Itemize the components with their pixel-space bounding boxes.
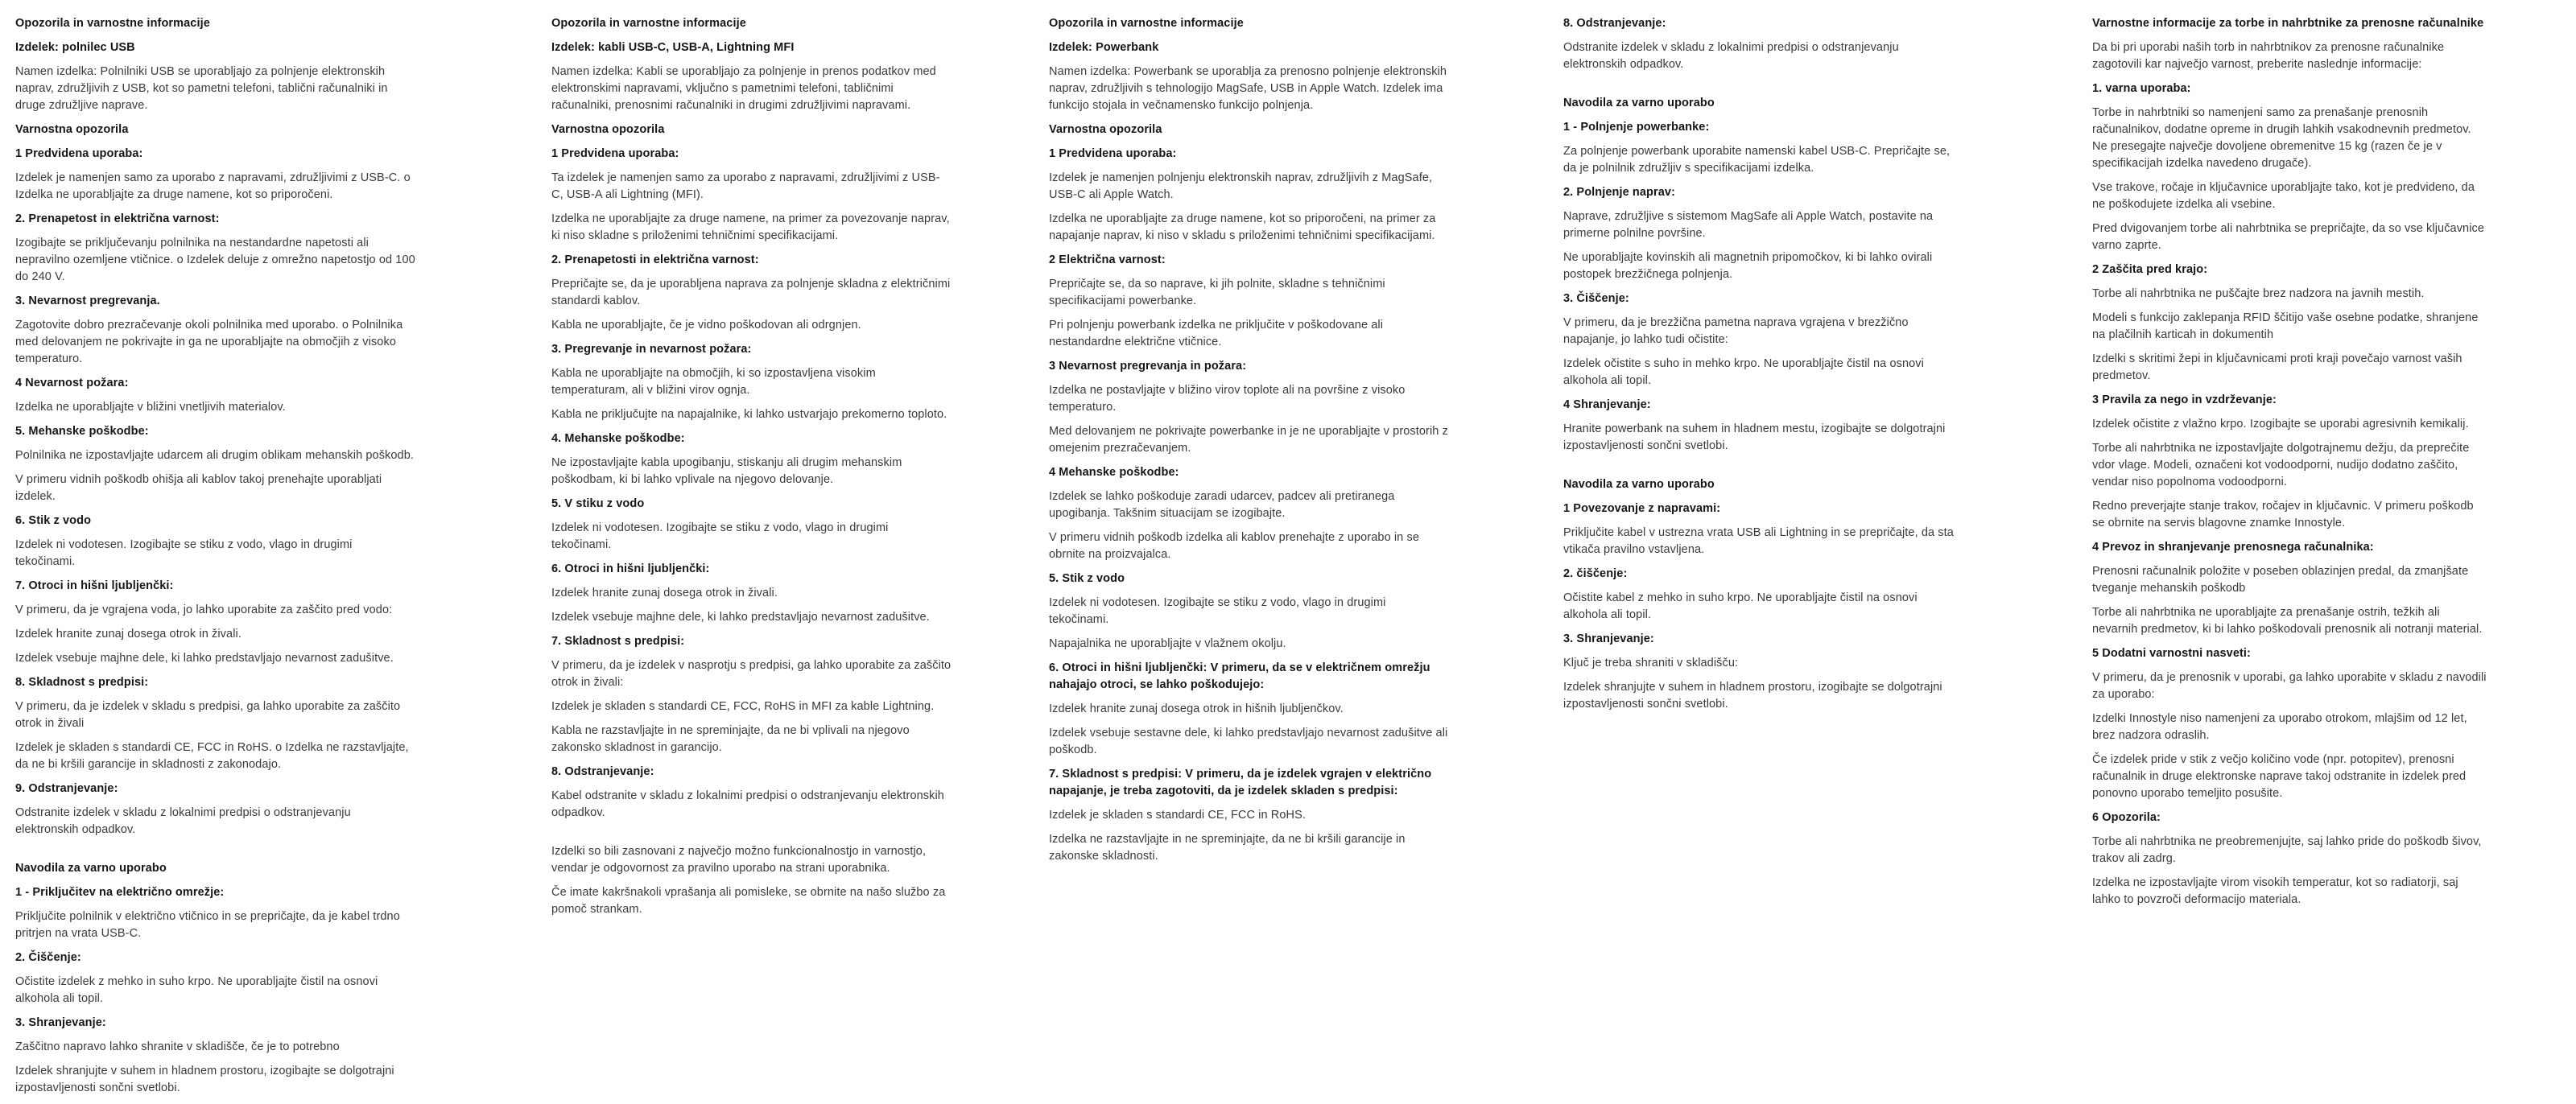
paragraph: V primeru, da je brezžična pametna naprava vgrajena v brezžično napajanje, jo lahko tudi očistite: — [1563, 316, 1909, 346]
paragraph: Kabla ne priključujte na napajalnike, ki lahko ustvarjajo prekomerno toploto. — [551, 408, 947, 421]
section-spacer — [1563, 462, 1963, 476]
paragraph: Izdelek očistite z vlažno krpo. Izogibajte se uporabi agresivnih kemikalij. — [2092, 418, 2469, 430]
paragraph: Izdelki so bili zasnovani z največjo možno funkcionalnostjo in varnostjo, vendar je odgovornost za pravilno uporabo na strani uporabnika. — [551, 845, 927, 875]
paragraph: Izdelek hranite zunaj dosega otrok in hišnih ljubljenčkov. — [1049, 702, 1344, 715]
paragraph: Da bi pri uporabi naših torb in nahrbtnikov za prenosne računalnike zagotovili kar največjo varnost, preberite naslednje informacije: — [2092, 41, 2445, 71]
paragraph: Kabla ne razstavljajte in ne spreminjajte, da ne bi vplivali na njegovo zakonsko skladnost in garancijo. — [551, 724, 910, 754]
section-heading: 3. Shranjevanje: — [1563, 632, 1654, 645]
section-heading: Opozorila in varnostne informacije — [551, 17, 746, 30]
paragraph: Izdelek očistite s suho in mehko krpo. Ne uporabljajte čistil na osnovi alkohola ali topil. — [1563, 357, 1924, 387]
section-heading: 3 Pravila za nego in vzdrževanje: — [2092, 393, 2277, 406]
paragraph: Kabla ne uporabljajte na območjih, ki so izpostavljena visokim temperaturam, ali v bližini virov ognja. — [551, 367, 876, 397]
section-heading: 3. Shranjevanje: — [15, 1016, 106, 1029]
section-heading: Izdelek: kabli USB-C, USB-A, Lightning MFI — [551, 41, 795, 54]
section-heading: 1 Predvidena uporaba: — [551, 147, 679, 160]
paragraph: Izdelek ni vodotesen. Izogibajte se stiku z vodo, vlago in drugimi tekočinami. — [15, 538, 353, 568]
paragraph: Ključ je treba shraniti v skladišču: — [1563, 657, 1739, 669]
paragraph: Izdelek ni vodotesen. Izogibajte se stiku z vodo, vlago in drugimi tekočinami. — [1049, 596, 1386, 626]
paragraph: Torbe ali nahrbtnika ne preobremenjujte, saj lahko pride do poškodb šivov, trakov ali zadrg. — [2092, 835, 2482, 865]
paragraph: Pred dvigovanjem torbe ali nahrbtnika se prepričajte, da so vse ključavnice varno zaprte. — [2092, 222, 2485, 252]
section-heading: Varnostna opozorila — [15, 123, 129, 136]
section-heading: 3. Čiščenje: — [1563, 292, 1629, 305]
paragraph: V primeru, da je izdelek v nasprotju s predpisi, ga lahko uporabite za zaščito otrok in živali: — [551, 659, 952, 689]
paragraph: Izdelka ne razstavljajte in ne spreminjajte, da ne bi kršili garancije in zakonske skladnosti. — [1049, 833, 1406, 863]
section-heading: 4 Shranjevanje: — [1563, 398, 1651, 411]
section-heading: 4 Prevoz in shranjevanje prenosnega računalnika: — [2092, 541, 2374, 554]
paragraph: Torbe ali nahrbtnika ne izpostavljajte dolgotrajnemu dežju, da preprečite vdor vlage. Modeli, označeni kot vodoodporni, nudijo dodatno zaščito, vendar niso popolnoma vodoodporni. — [2092, 442, 2470, 488]
section-heading: 5. V stiku z vodo — [551, 497, 645, 510]
paragraph: Izdelka ne uporabljajte v bližini vnetljivih materialov. — [15, 401, 286, 414]
paragraph: Ta izdelek je namenjen samo za uporabo z napravami, združljivimi z USB-C, USB-A ali Lightning (MFI). — [551, 171, 940, 201]
section-heading: 2 Električna varnost: — [1049, 253, 1166, 266]
section-heading: 6. Stik z vodo — [15, 514, 92, 527]
paragraph: Naprave, združljive s sistemom MagSafe ali Apple Watch, postavite na primerne polnilne površine. — [1563, 210, 1934, 240]
paragraph: Vse trakove, ročaje in ključavnice uporabljajte tako, kot je predvideno, da ne poškodujete izdelka ali vsebine. — [2092, 181, 2475, 211]
paragraph: V primeru, da je prenosnik v uporabi, ga lahko uporabite v skladu z navodili za uporabo: — [2092, 671, 2487, 701]
paragraph: Izdelek se lahko poškoduje zaradi udarcev, padcev ali pretiranega upogibanja. Takšnim situacijam se izogibajte. — [1049, 490, 1395, 520]
paragraph: Priključite polnilnik v električno vtičnico in se prepričajte, da je kabel trdno pritrjen na vrata USB-C. — [15, 910, 400, 940]
section-heading: 8. Odstranjevanje: — [551, 765, 654, 778]
paragraph: Prenosni računalnik položite v poseben oblazinjen predal, da zmanjšate tveganje mehanskih poškodb — [2092, 565, 2469, 595]
paragraph: V primeru, da je vgrajena voda, jo lahko uporabite za zaščito pred vodo: — [15, 603, 393, 616]
section-heading: 6. Otroci in hišni ljubljenčki: — [551, 562, 710, 575]
section-heading: 3. Pregrevanje in nevarnost požara: — [551, 343, 752, 356]
section-heading: 9. Odstranjevanje: — [15, 782, 118, 795]
paragraph: Napajalnika ne uporabljajte v vlažnem okolju. — [1049, 637, 1286, 650]
paragraph: Izdelek ni vodotesen. Izogibajte se stiku z vodo, vlago in drugimi tekočinami. — [551, 521, 889, 551]
section-heading: 4. Mehanske poškodbe: — [551, 432, 685, 445]
paragraph: Izdelki s skritimi žepi in ključavnicami proti kraji povečajo varnost vaših predmetov. — [2092, 352, 2462, 382]
paragraph: Odstranite izdelek v skladu z lokalnimi predpisi o odstranjevanju elektronskih odpadkov. — [1563, 41, 1899, 71]
section-heading: 1. varna uporaba: — [2092, 82, 2191, 95]
paragraph: Izdelek hranite zunaj dosega otrok in živali. — [15, 628, 242, 641]
section-heading: 4 Nevarnost požara: — [15, 377, 129, 389]
paragraph: Torbe ali nahrbtnika ne uporabljajte za prenašanje ostrih, težkih ali nevarnih predmetov, ki bi lahko poškodovali prenosnik ali notranji material. — [2092, 606, 2483, 636]
section-heading: 5. Mehanske poškodbe: — [15, 425, 149, 438]
section-heading: 2. Čiščenje: — [15, 951, 81, 964]
paragraph: Izdelek shranjujte v suhem in hladnem prostoru, izogibajte se dolgotrajni izpostavljenosti sončni svetlobi. — [1563, 681, 1942, 711]
section-heading: 1 Povezovanje z napravami: — [1563, 502, 1721, 515]
section-heading: Varnostna opozorila — [551, 123, 665, 136]
paragraph: Ne uporabljajte kovinskih ali magnetnih pripomočkov, ki bi lahko ovirali postopek brezžičnega polnjenja. — [1563, 251, 1933, 281]
paragraph: Izdelka ne uporabljajte za druge namene, na primer za povezovanje naprav, ki niso skladne s priloženimi tehničnimi specifikacijami. — [551, 212, 950, 242]
paragraph: Izdelek vsebuje majhne dele, ki lahko predstavljajo nevarnost zadušitve. — [15, 652, 394, 665]
paragraph: Izogibajte se priključevanju polnilnika na nestandardne napetosti ali nepravilno ozemljene vtičnice. o Izdelek deluje z omrežno napetostjo od 100 do 240 V. — [15, 237, 415, 283]
paragraph: Kabel odstranite v skladu z lokalnimi predpisi o odstranjevanju elektronskih odpadkov. — [551, 789, 944, 819]
section-spacer — [551, 829, 952, 843]
paragraph: Redno preverjajte stanje trakov, ročajev in ključavnic. V primeru poškodb se obrnite na servis blagovne znamke Innostyle. — [2092, 500, 2474, 529]
section-heading: Varnostna opozorila — [1049, 123, 1162, 136]
column-powerbank — [1049, 15, 1449, 872]
paragraph: Če izdelek pride v stik z večjo količino vode (npr. potopitev), prenosni računalnik in druge elektronske naprave takoj odstranite in izdelek pred ponovno uporabo temeljito posušite. — [2092, 753, 2467, 800]
section-heading: 7. Skladnost s predpisi: — [551, 635, 685, 648]
paragraph: Izdelka ne postavljajte v bližino virov toplote ali na površine z visoko temperaturo. — [1049, 384, 1406, 414]
section-heading: 2 Zaščita pred krajo: — [2092, 263, 2208, 276]
paragraph: Hranite powerbank na suhem in hladnem mestu, izogibajte se dolgotrajni izpostavljenosti sončni svetlobi. — [1563, 422, 1946, 452]
paragraph: Izdelek shranjujte v suhem in hladnem prostoru, izogibajte se dolgotrajni izpostavljenosti sončni svetlobi. — [15, 1065, 394, 1094]
paragraph: Izdelka ne izpostavljajte virom visokih temperatur, kot so radiatorji, saj lahko to povzroči deformacijo materiala. — [2092, 876, 2458, 906]
section-heading: 6. Otroci in hišni ljubljenčki: V primeru, da se v električnem omrežju nahajajo otroci, se lahko poškodujejo: — [1049, 661, 1430, 691]
paragraph: Izdelek je skladen s standardi CE, FCC in RoHS. — [1049, 809, 1306, 822]
paragraph: V primeru vidnih poškodb ohišja ali kablov takoj prenehajte uporabljati izdelek. — [15, 473, 382, 503]
column-laptop-bags — [2092, 15, 2487, 916]
section-heading: Izdelek: Powerbank — [1049, 41, 1159, 54]
section-heading: 8. Odstranjevanje: — [1563, 17, 1666, 30]
paragraph: Izdelek vsebuje majhne dele, ki lahko predstavljajo nevarnost zadušitve. — [551, 611, 930, 624]
paragraph: V primeru, da je izdelek v skladu s predpisi, ga lahko uporabite za zaščito otrok in živali — [15, 700, 401, 730]
section-heading: 3. Nevarnost pregrevanja. — [15, 295, 160, 307]
paragraph: Izdelka ne uporabljajte za druge namene, kot so priporočeni, na primer za napajanje naprav, ki niso v skladu s priloženimi tehničnimi specifikacijami. — [1049, 212, 1436, 242]
paragraph: Zagotovite dobro prezračevanje okoli polnilnika med uporabo. o Polnilnika med delovanjem ne pokrivajte in ga ne uporabljajte na območjih z visoko temperaturo. — [15, 319, 403, 365]
section-heading: Opozorila in varnostne informacije — [1049, 17, 1244, 30]
section-heading: 3 Nevarnost pregrevanja in požara: — [1049, 360, 1247, 373]
paragraph: Prepričajte se, da so naprave, ki jih polnite, skladne s tehničnimi specifikacijami powerbanke. — [1049, 278, 1385, 307]
paragraph: Polnilnika ne izpostavljajte udarcem ali drugim oblikam mehanskih poškodb. — [15, 449, 415, 462]
paragraph: Izdelek je namenjen polnjenju elektronskih naprav, združljivih z MagSafe, USB-C ali Apple Watch. — [1049, 171, 1433, 201]
paragraph: V primeru vidnih poškodb izdelka ali kablov prenehajte z uporabo in se obrnite na proizvajalca. — [1049, 531, 1419, 561]
paragraph: Izdelek vsebuje sestavne dele, ki lahko predstavljajo nevarnost zadušitve ali poškodb. — [1049, 727, 1448, 756]
section-heading: 2. Polnjenje naprav: — [1563, 186, 1675, 199]
paragraph: Če imate kakršnakoli vprašanja ali pomisleke, se obrnite na našo službo za pomoč strankam. — [551, 886, 946, 916]
paragraph: Očistite kabel z mehko in suho krpo. Ne uporabljajte čistil na osnovi alkohola ali topil. — [1563, 591, 1918, 621]
section-heading: 7. Skladnost s predpisi: V primeru, da je izdelek vgrajen v električno napajanje, je treba zagotoviti, da je izdelek skladen s predpisi: — [1049, 768, 1432, 797]
paragraph: Očistite izdelek z mehko in suho krpo. Ne uporabljajte čistil na osnovi alkohola ali topil. — [15, 975, 378, 1005]
paragraph: Priključite kabel v ustrezna vrata USB ali Lightning in se prepričajte, da sta vtikača pravilno vstavljena. — [1563, 526, 1954, 556]
section-heading: 1 Predvidena uporaba: — [15, 147, 143, 160]
section-heading: 4 Mehanske poškodbe: — [1049, 466, 1179, 479]
paragraph: Namen izdelka: Polnilniki USB se uporabljajo za polnjenje elektronskih naprav, združljivih z USB, kot so pametni telefoni, tablični računalniki in druge združljive naprave. — [15, 65, 388, 112]
paragraph: Modeli s funkcijo zaklepanja RFID ščitijo vaše osebne podatke, shranjene na plačilnih karticah in dokumentih — [2092, 311, 2479, 341]
paragraph: Izdelki Innostyle niso namenjeni za uporabo otrokom, mlajšim od 12 let, brez nadzora odraslih. — [2092, 712, 2467, 742]
paragraph: Kabla ne uporabljajte, če je vidno poškodovan ali odrgnjen. — [551, 319, 861, 332]
section-heading: 1 Predvidena uporaba: — [1049, 147, 1177, 160]
section-heading: 2. Prenapetost in električna varnost: — [15, 212, 220, 225]
paragraph: Med delovanjem ne pokrivajte powerbanke in je ne uporabljajte v prostorih z omejenim prezračevanjem. — [1049, 425, 1448, 455]
section-heading: 7. Otroci in hišni ljubljenčki: — [15, 579, 174, 592]
paragraph: Izdelek je skladen s standardi CE, FCC, RoHS in MFI za kable Lightning. — [551, 700, 935, 713]
section-heading: 1 - Priključitev na električno omrežje: — [15, 886, 225, 899]
section-spacer — [15, 846, 415, 860]
section-heading: Navodila za varno uporabo — [1563, 97, 1715, 109]
paragraph: Izdelek je skladen s standardi CE, FCC in RoHS. o Izdelka ne razstavljajte, da ne bi kršili garancije in skladnosti z zakonodajo. — [15, 741, 409, 771]
section-heading: 6 Opozorila: — [2092, 811, 2161, 824]
column-usb-charger — [15, 15, 415, 1104]
paragraph: Pri polnjenju powerbank izdelka ne priključite v poškodovane ali nestandardne električne vtičnice. — [1049, 319, 1384, 348]
paragraph: Prepričajte se, da je uporabljena naprava za polnjenje skladna z električnimi standardi kablov. — [551, 278, 951, 307]
paragraph: Torbe in nahrbtniki so namenjeni samo za prenašanje prenosnih računalnikov, dodatne opreme in drugih lahkih vsakodnevnih predmetov. Ne presegajte največje dovoljene obremenitve 15 kg (razen če je v specifikacijah izdelka navedeno drugače). — [2092, 106, 2471, 170]
paragraph: Za polnjenje powerbank uporabite namenski kabel USB-C. Prepričajte se, da je polnilnik združljiv s specifikacijami izdelka. — [1563, 145, 1951, 175]
paragraph: Namen izdelka: Kabli se uporabljajo za polnjenje in prenos podatkov med elektronskimi napravami, vključno s pametnimi telefoni, tabličnimi računalniki, prenosnimi računalniki in drugimi združljivimi napravami. — [551, 65, 936, 112]
section-heading: 2. Prenapetosti in električna varnost: — [551, 253, 759, 266]
section-heading: 5 Dodatni varnostni nasveti: — [2092, 647, 2251, 660]
section-heading: Navodila za varno uporabo — [15, 862, 167, 875]
paragraph: Namen izdelka: Powerbank se uporablja za prenosno polnjenje elektronskih naprav, združljivih s tehnologijo MagSafe, USB in Apple Watch. Izdelek ima funkcijo stojala in večnamensko funkcijo polnjenja. — [1049, 65, 1447, 112]
section-spacer — [1563, 80, 1963, 95]
paragraph: Izdelek je namenjen samo za uporabo z napravami, združljivimi z USB-C. o Izdelka ne uporabljajte za druge namene, kot so priporočeni. — [15, 171, 411, 201]
section-heading: Opozorila in varnostne informacije — [15, 17, 210, 30]
section-heading: 8. Skladnost s predpisi: — [15, 676, 149, 689]
paragraph: Odstranite izdelek v skladu z lokalnimi predpisi o odstranjevanju elektronskih odpadkov. — [15, 806, 351, 836]
section-heading: 2. čiščenje: — [1563, 567, 1628, 580]
section-heading: Izdelek: polnilec USB — [15, 41, 135, 54]
paragraph: Ne izpostavljajte kabla upogibanju, stiskanju ali drugim mehanskim poškodbam, ki bi lahko vplivale na njegovo delovanje. — [551, 456, 902, 486]
column-usb-cables — [551, 15, 952, 925]
column-powerbank-continued — [1563, 15, 1963, 720]
paragraph: Izdelek hranite zunaj dosega otrok in živali. — [551, 587, 778, 599]
section-heading: Navodila za varno uporabo — [1563, 478, 1715, 491]
paragraph: Torbe ali nahrbtnika ne puščajte brez nadzora na javnih mestih. — [2092, 287, 2425, 300]
section-heading: 5. Stik z vodo — [1049, 572, 1125, 585]
paragraph: Zaščitno napravo lahko shranite v skladišče, če je to potrebno — [15, 1040, 340, 1053]
section-heading: 1 - Polnjenje powerbanke: — [1563, 121, 1710, 134]
section-heading: Varnostne informacije za torbe in nahrbtnike za prenosne računalnike — [2092, 17, 2484, 30]
